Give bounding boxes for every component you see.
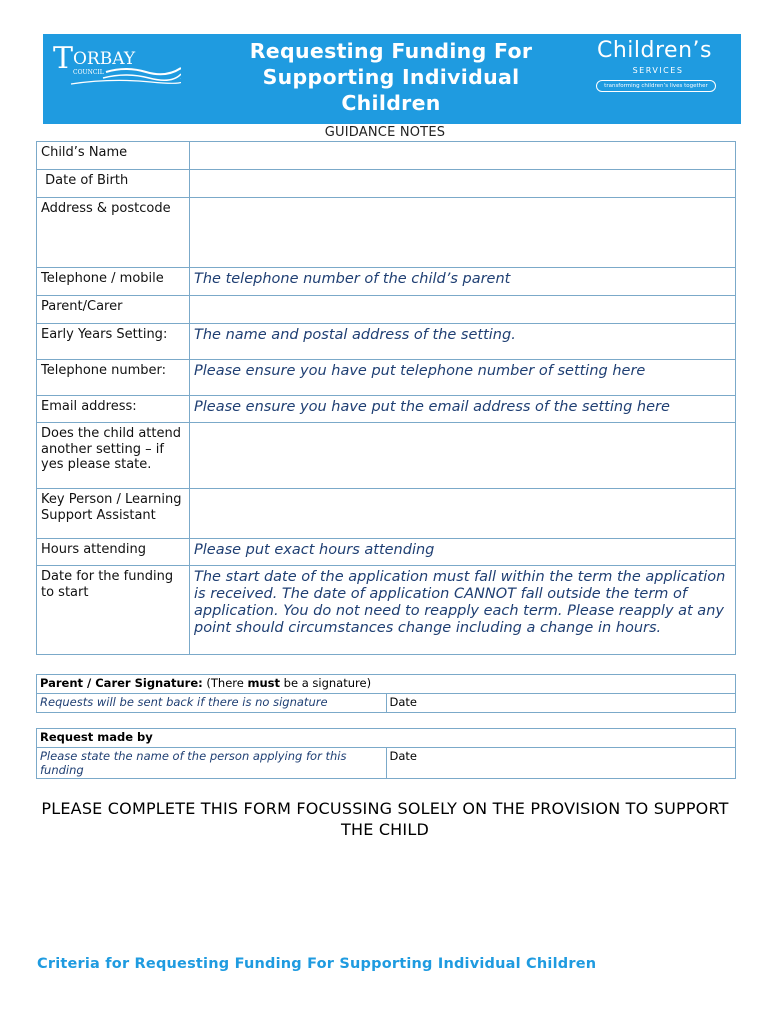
row-another-setting [37,423,736,489]
label-funding-start-date: Date for the funding to start [37,566,190,655]
request-date-field[interactable]: Date [386,748,736,779]
svg-text:ORBAY: ORBAY [73,49,136,69]
field-funding-start-date[interactable]: The start date of the application must fall within the term the application is received. The date of application CANNOT fall outside the term of application. You do not need to reapply each term. Please reapply at any point should circumstances change including a change in hours. [190,566,736,655]
signature-paren-open: (There [202,676,248,690]
title-line-3: Children [341,91,441,115]
funding-form-table [36,141,736,655]
field-email-address[interactable]: Please ensure you have put the email address of the setting here [190,396,736,423]
svg-text:T: T [53,41,74,76]
label-early-years-setting: Early Years Setting: [37,324,190,360]
label-childs-name: Child’s Name [37,142,190,170]
label-telephone-mobile: Telephone / mobile [37,268,190,296]
field-another-setting[interactable] [190,423,736,489]
childrens-services-logo: Children’s SERVICES transforming children’s lives together [594,40,724,96]
header-banner [43,34,741,124]
svg-text:COUNCIL: COUNCIL [73,69,104,76]
row-date-of-birth [37,170,736,198]
title-line-1: Requesting Funding For [249,39,533,63]
signature-table [36,674,736,713]
row-address [37,198,736,268]
request-name-field[interactable]: Please state the name of the person applying for this funding [37,748,387,779]
label-parent-carer: Parent/Carer [37,296,190,324]
request-table [36,728,736,779]
label-hours-attending: Hours attending [37,539,190,566]
field-hours-attending[interactable]: Please put exact hours attending [190,539,736,566]
signature-date-field[interactable]: Date [386,694,736,713]
signature-must: must [247,676,281,690]
row-key-person [37,489,736,539]
field-address[interactable] [190,198,736,268]
field-telephone-mobile[interactable]: The telephone number of the child’s parent [190,268,736,296]
row-hours-attending [37,539,736,566]
footer-criteria-title: Criteria for Requesting Funding For Supporting Individual Children [37,956,597,972]
completion-notice: PLEASE COMPLETE THIS FORM FOCUSSING SOLELY ON THE PROVISION TO SUPPORT THE CHILD [41,799,729,839]
field-parent-carer[interactable] [190,296,736,324]
title-line-2: Supporting Individual [262,65,520,89]
row-funding-start-date [37,566,736,655]
field-childs-name[interactable] [190,142,736,170]
label-address: Address & postcode [37,198,190,268]
row-telephone-mobile [37,268,736,296]
row-email-address [37,396,736,423]
field-date-of-birth[interactable] [190,170,736,198]
request-title: Request made by [40,730,153,744]
field-key-person[interactable] [190,489,736,539]
row-early-years-setting [37,324,736,360]
torbay-council-logo [51,38,181,90]
signature-field[interactable]: Requests will be sent back if there is no signature [37,694,387,713]
label-key-person: Key Person / Learning Support Assistant [37,489,190,539]
label-setting-telephone: Telephone number: [37,360,190,396]
field-setting-telephone[interactable]: Please ensure you have put telephone number of setting here [190,360,736,396]
signature-paren-close: be a signature) [280,676,372,690]
row-setting-telephone [37,360,736,396]
label-email-address: Email address: [37,396,190,423]
field-early-years-setting[interactable]: The name and postal address of the setting. [190,324,736,360]
signature-title: Parent / Carer Signature: [40,676,203,690]
signature-title-cell [37,675,736,694]
guidance-heading: GUIDANCE NOTES [324,125,446,140]
page-title [218,38,564,116]
label-date-of-birth: Date of Birth [37,170,190,198]
label-another-setting: Does the child attend another setting – if yes please state. [37,423,190,489]
request-title-cell [37,729,736,748]
row-childs-name [37,142,736,170]
row-parent-carer [37,296,736,324]
